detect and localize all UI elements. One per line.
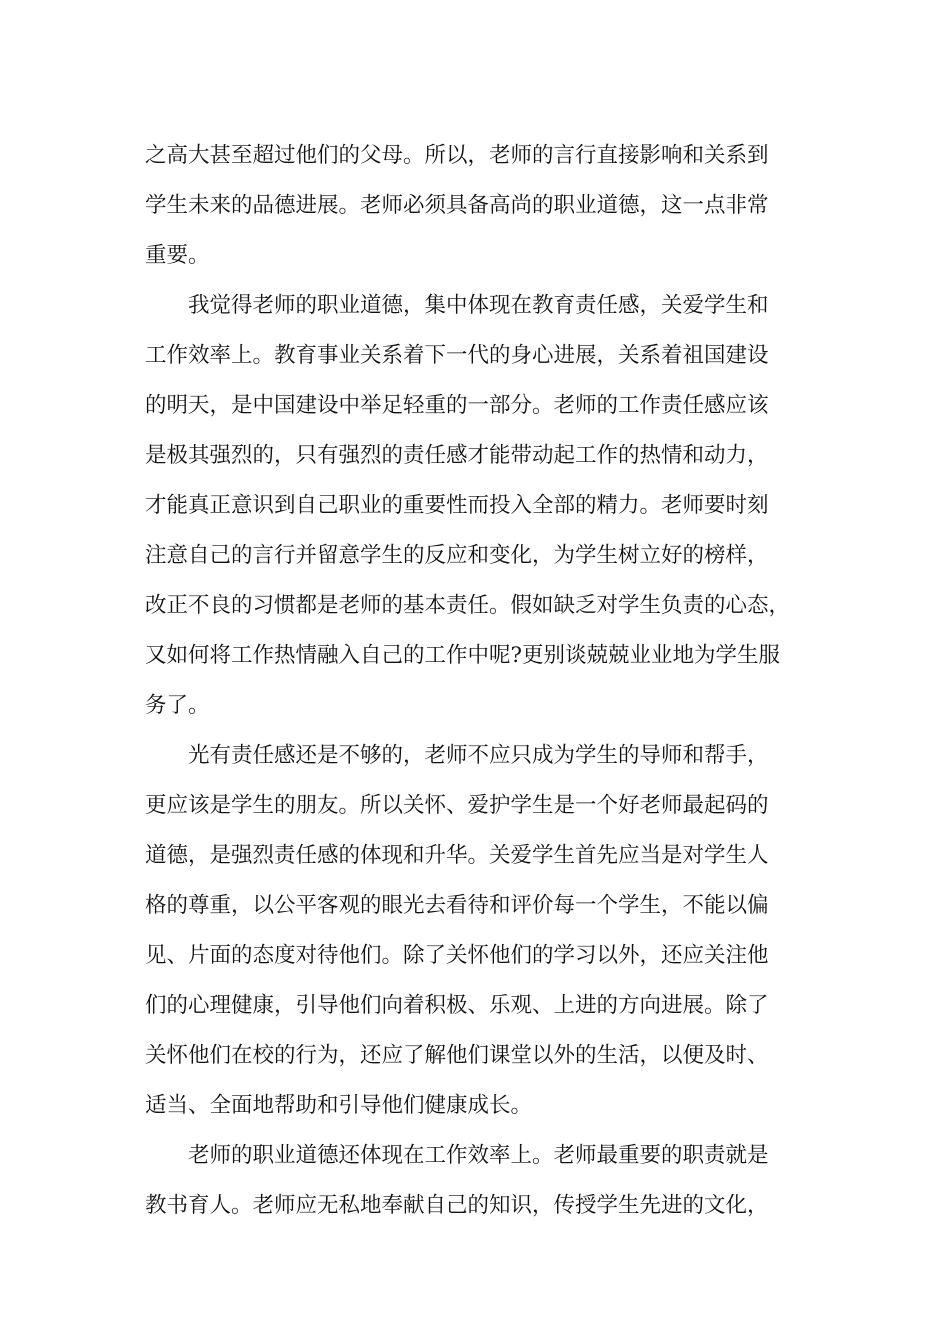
text-line: 教书育人。老师应无私地奉献自己的知识，传授学生先进的文化， [145, 1193, 769, 1218]
text-line: 才能真正意识到自己职业的重要性而投入全部的精力。老师要时刻 [145, 493, 769, 518]
text-line: 的明天，是中国建设中举足轻重的一部分。老师的工作责任感应该 [145, 393, 769, 418]
text-line: 关怀他们在校的行为，还应了解他们课堂以外的生活，以便及时、 [145, 1043, 769, 1068]
text-line: 注意自己的言行并留意学生的反应和变化，为学生树立好的榜样， [145, 543, 769, 568]
paragraph-first-line: 光有责任感还是不够的，老师不应只成为学生的导师和帮手， [188, 743, 769, 768]
text-line: 适当、全面地帮助和引导他们健康成长。 [145, 1093, 533, 1118]
text-line: 们的心理健康，引导他们向着积极、乐观、上进的方向进展。除了 [145, 993, 769, 1018]
text-line: 格的尊重，以公平客观的眼光去看待和评价每一个学生，不能以偏 [145, 893, 769, 918]
text-line: 重要。 [145, 243, 210, 268]
text-line: 务了。 [145, 693, 210, 718]
text-line: 更应该是学生的朋友。所以关怀、爱护学生是一个好老师最起码的 [145, 793, 769, 818]
text-line: 道德，是强烈责任感的体现和升华。关爱学生首先应当是对学生人 [145, 843, 769, 868]
paragraph-first-line: 我觉得老师的职业道德，集中体现在教育责任感，关爱学生和 [188, 293, 769, 318]
text-line: 之高大甚至超过他们的父母。所以，老师的言行直接影响和关系到 [145, 143, 769, 168]
text-line: 见、片面的态度对待他们。除了关怀他们的学习以外，还应关注他 [145, 943, 769, 968]
text-line: 工作效率上。教育事业关系着下一代的身心进展，关系着祖国建设 [145, 343, 769, 368]
text-line: 学生未来的品德进展。老师必须具备高尚的职业道德，这一点非常 [145, 193, 769, 218]
body-text [145, 131, 825, 1231]
text-line: 是极其强烈的，只有强烈的责任感才能带动起工作的热情和动力， [145, 443, 769, 468]
paragraph-first-line: 老师的职业道德还体现在工作效率上。老师最重要的职责就是 [188, 1143, 769, 1168]
text-line: 改正不良的习惯都是老师的基本责任。假如缺乏对学生负责的心态， [145, 593, 791, 618]
text-line: 又如何将工作热情融入自己的工作中呢?更别谈兢兢业业地为学生服 [145, 643, 781, 668]
